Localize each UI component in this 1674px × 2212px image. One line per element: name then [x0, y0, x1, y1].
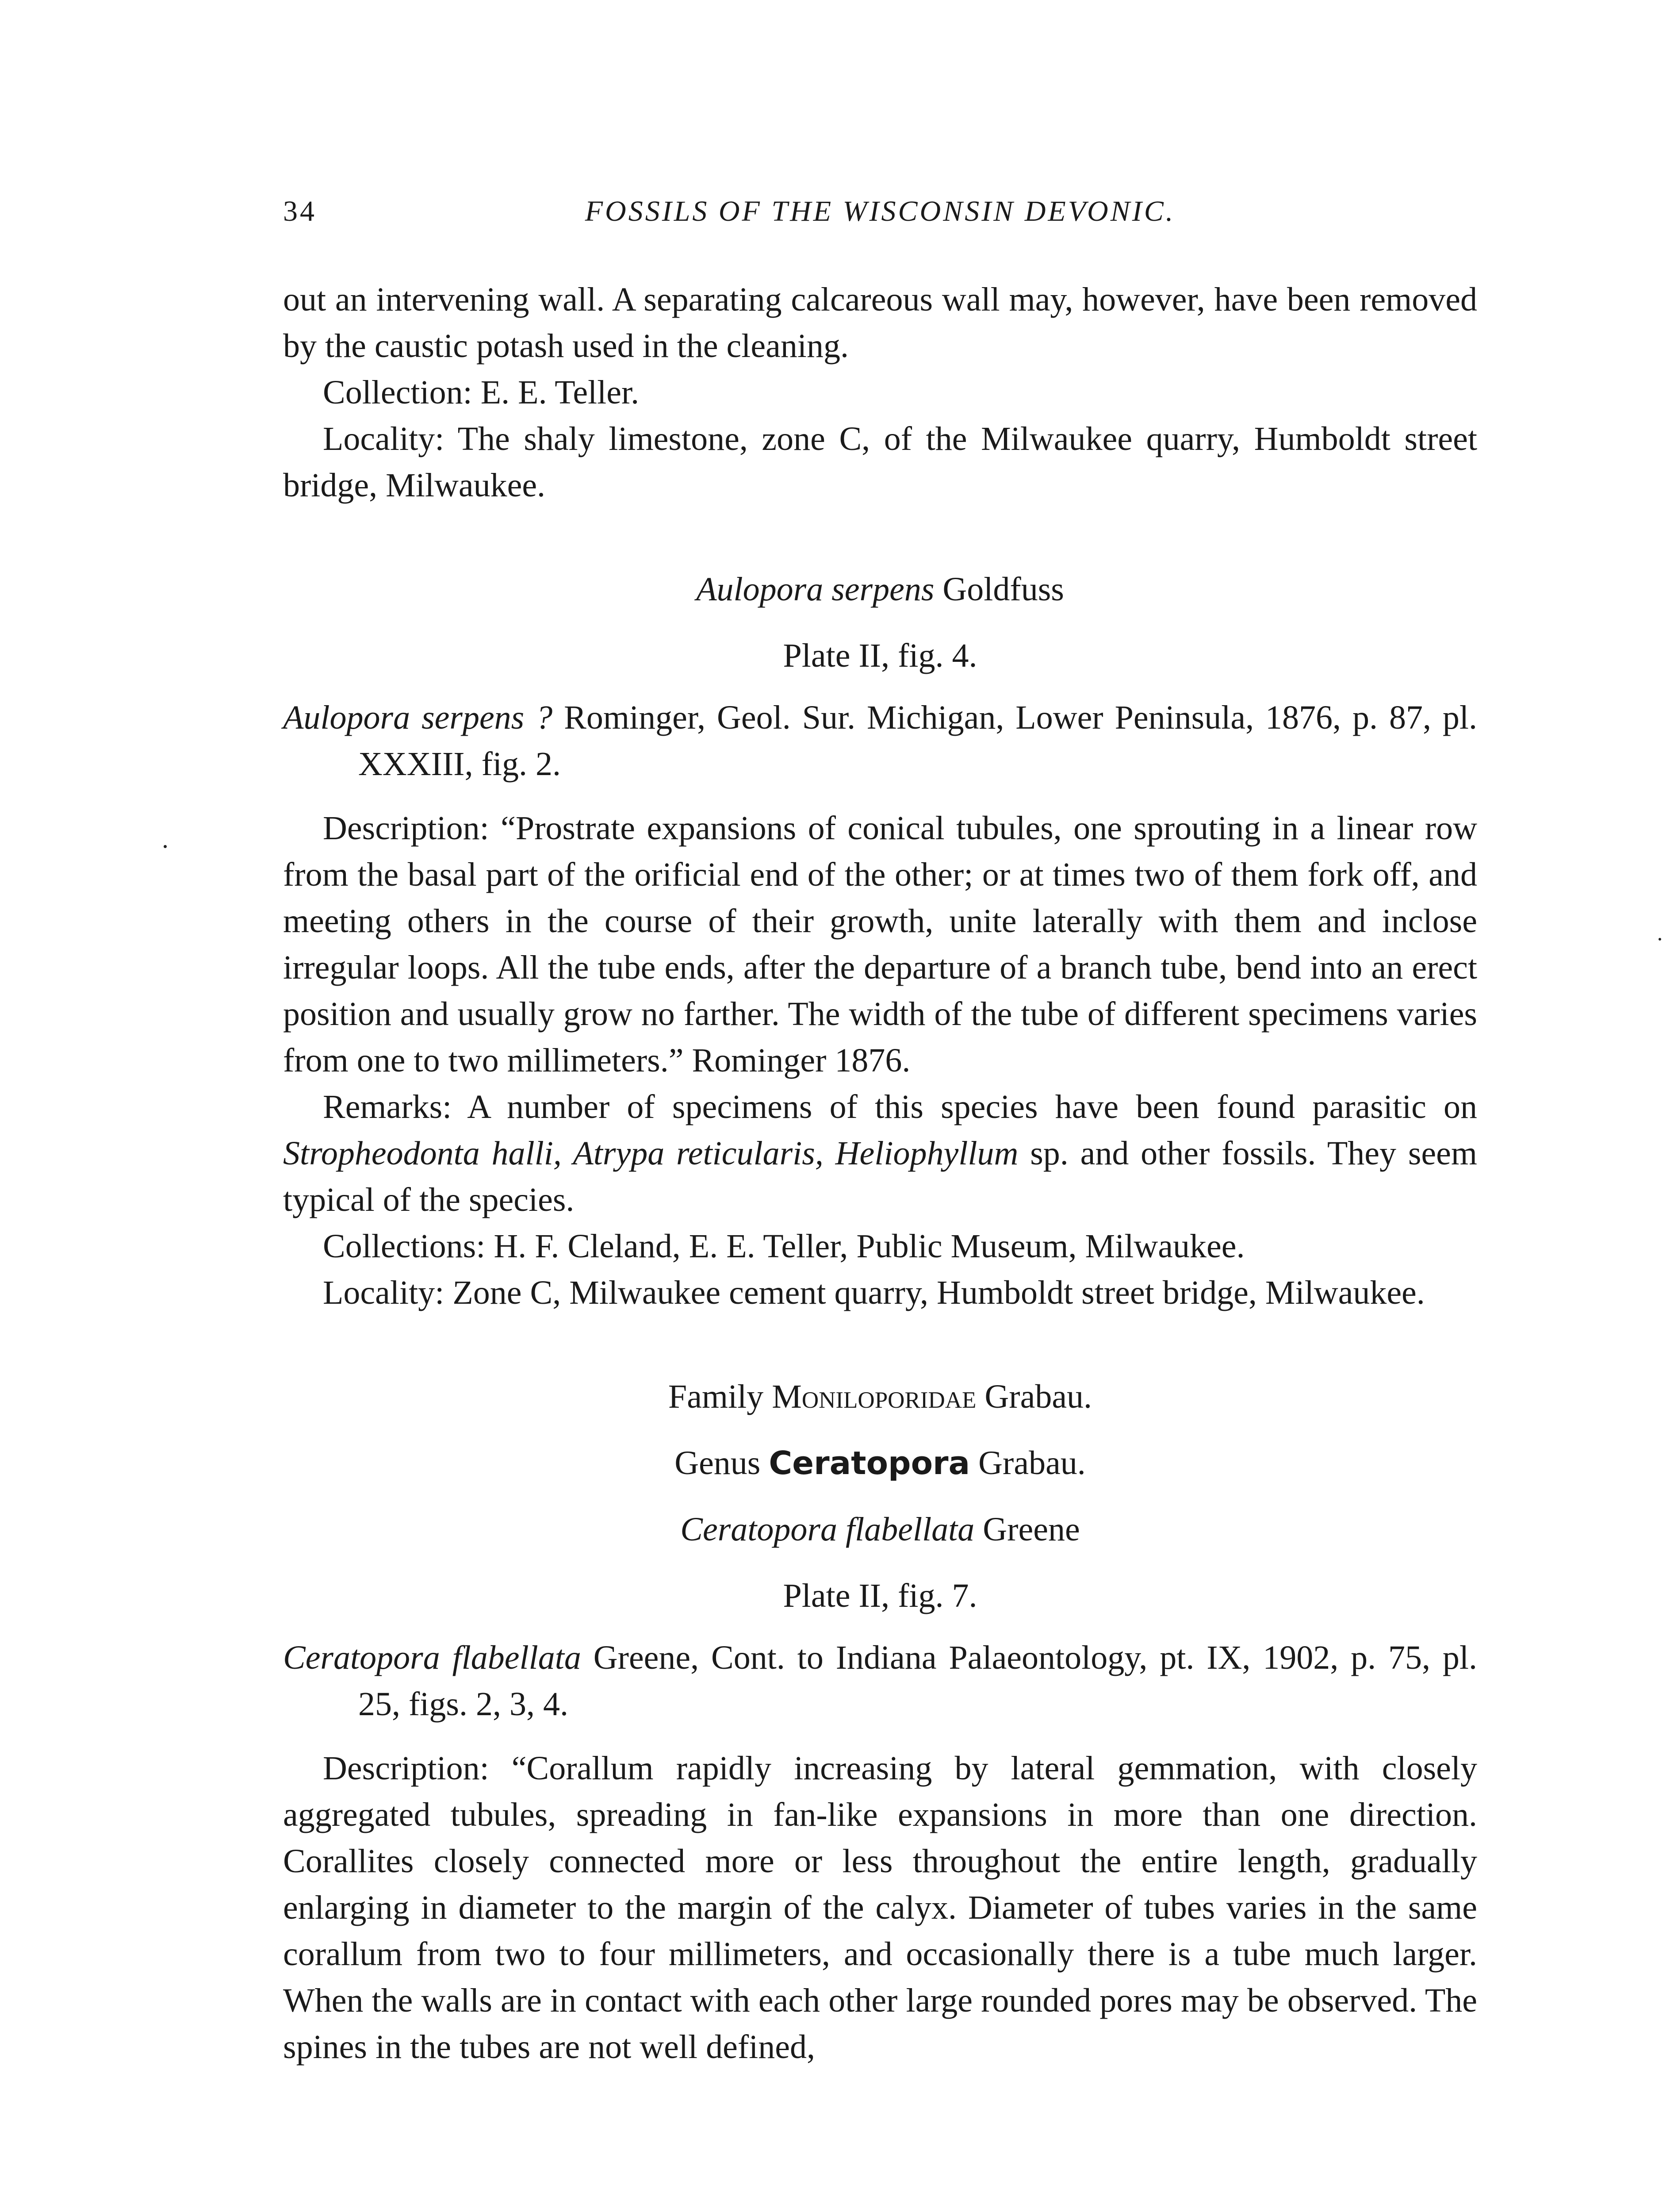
locality-label: Locality: — [323, 1274, 444, 1311]
remarks-label: Remarks: — [323, 1088, 452, 1125]
plate-reference-ceratopora: Plate II, fig. 7. — [783, 1577, 977, 1614]
remarks-start: A number of specimens of this species have been found parasitic on — [467, 1088, 1477, 1125]
collection-value: E. E. Teller. — [480, 374, 640, 411]
plate-reference-aulopora: Plate II, fig. 4. — [783, 637, 977, 674]
page-header — [283, 195, 1477, 243]
genus-prefix: Genus — [674, 1444, 761, 1482]
synonymy-aulopora — [283, 695, 1477, 787]
collections-label: Collections: — [323, 1228, 486, 1265]
synonymy-ceratopora — [283, 1635, 1477, 1728]
genus-name: Ceratopora — [769, 1444, 970, 1482]
scan-speck — [164, 845, 167, 848]
locality-value: The shaly limestone, zone C, of the Milwaukee quarry, Humboldt street bridge, Milwaukee. — [283, 420, 1477, 504]
collections-value: H. F. Cleland, E. E. Teller, Public Museum, Milwaukee. — [494, 1228, 1245, 1265]
collection-label: Collection: — [323, 374, 472, 411]
species-author: Goldfuss — [942, 571, 1064, 608]
family-author: Grabau. — [984, 1378, 1092, 1415]
description-label: Description: — [323, 1750, 489, 1787]
description-label: Description: — [323, 810, 489, 847]
intro-paragraph: out an intervening wall. A separating calcareous wall may, however, have been removed by the caustic potash used in the cleaning. — [283, 281, 1477, 365]
genus-heading — [283, 1440, 1477, 1486]
locality-value: Zone C, Milwaukee cement quarry, Humboldt street bridge, Milwaukee. — [452, 1274, 1425, 1311]
description-text: “Prostrate expansions of conical tubules, one sprouting in a linear row from the basal part of the orificial end of the other; or at times two of them fork off, and meeting others in the course of their growth, unite laterally with them and inclose irregular loops. All the tube ends, after the departure of a branch tube, bend into an erect position and usually grow no farther. The width of the tube of different specimens varies from one to two millimeters.” Rominger 1876. — [283, 810, 1478, 1079]
species-heading-aulopora — [283, 566, 1477, 613]
locality-label: Locality: — [323, 420, 444, 457]
description-text: “Corallum rapidly increasing by lateral gemmation, with closely aggregated tubules, spreading in fan-like expansions in more than one direction. Corallites closely connected more or less throughout the entire length, gradually enlarging in diameter to the margin of the calyx. Diameter of tubes varies in the same corallum from two to four millimeters, and occasionally there is a tube much larger. When the walls are in contact with each other large rounded pores may be observed. The spines in the tubes are not well defined, — [283, 1750, 1477, 2066]
family-name: Moniloporidae — [772, 1378, 977, 1415]
species-author: Greene — [983, 1511, 1080, 1548]
family-prefix: Family — [668, 1378, 764, 1415]
intro-locality — [283, 416, 1477, 509]
family-heading — [283, 1374, 1477, 1420]
species-name: Ceratopora flabellata — [680, 1511, 975, 1548]
running-title: FOSSILS OF THE WISCONSIN DEVONIC. — [585, 195, 1176, 227]
page-body — [283, 276, 1477, 2070]
synonymy-name: Ceratopora flabellata — [283, 1639, 581, 1676]
remarks-aulopora — [283, 1084, 1477, 1223]
synonymy-citation: Greene, Cont. to Indiana Palaeontology, pt. IX, 1902, p. 75, pl. 25, figs. 2, 3, 4. — [358, 1639, 1477, 1723]
description-ceratopora — [283, 1745, 1477, 2070]
genus-author: Grabau. — [978, 1444, 1086, 1482]
locality-aulopora — [283, 1270, 1477, 1316]
page-number: 34 — [283, 195, 317, 227]
intro-collection — [283, 369, 1477, 416]
collections-aulopora — [283, 1223, 1477, 1270]
synonymy-name: Aulopora serpens ? — [283, 699, 553, 736]
synonymy-citation: Rominger, Geol. Sur. Michigan, Lower Peninsula, 1876, p. 87, pl. XXXIII, fig. 2. — [358, 699, 1478, 783]
description-aulopora — [283, 805, 1477, 1084]
species-name: Aulopora serpens — [696, 571, 935, 608]
remarks-species: Stropheodonta halli, Atrypa reticularis, Heliophyllum — [283, 1135, 1019, 1172]
scan-speck — [1659, 938, 1661, 941]
remarks-end: sp. and other fossils. They seem typical of the species. — [283, 1135, 1477, 1218]
species-heading-ceratopora — [283, 1506, 1477, 1553]
